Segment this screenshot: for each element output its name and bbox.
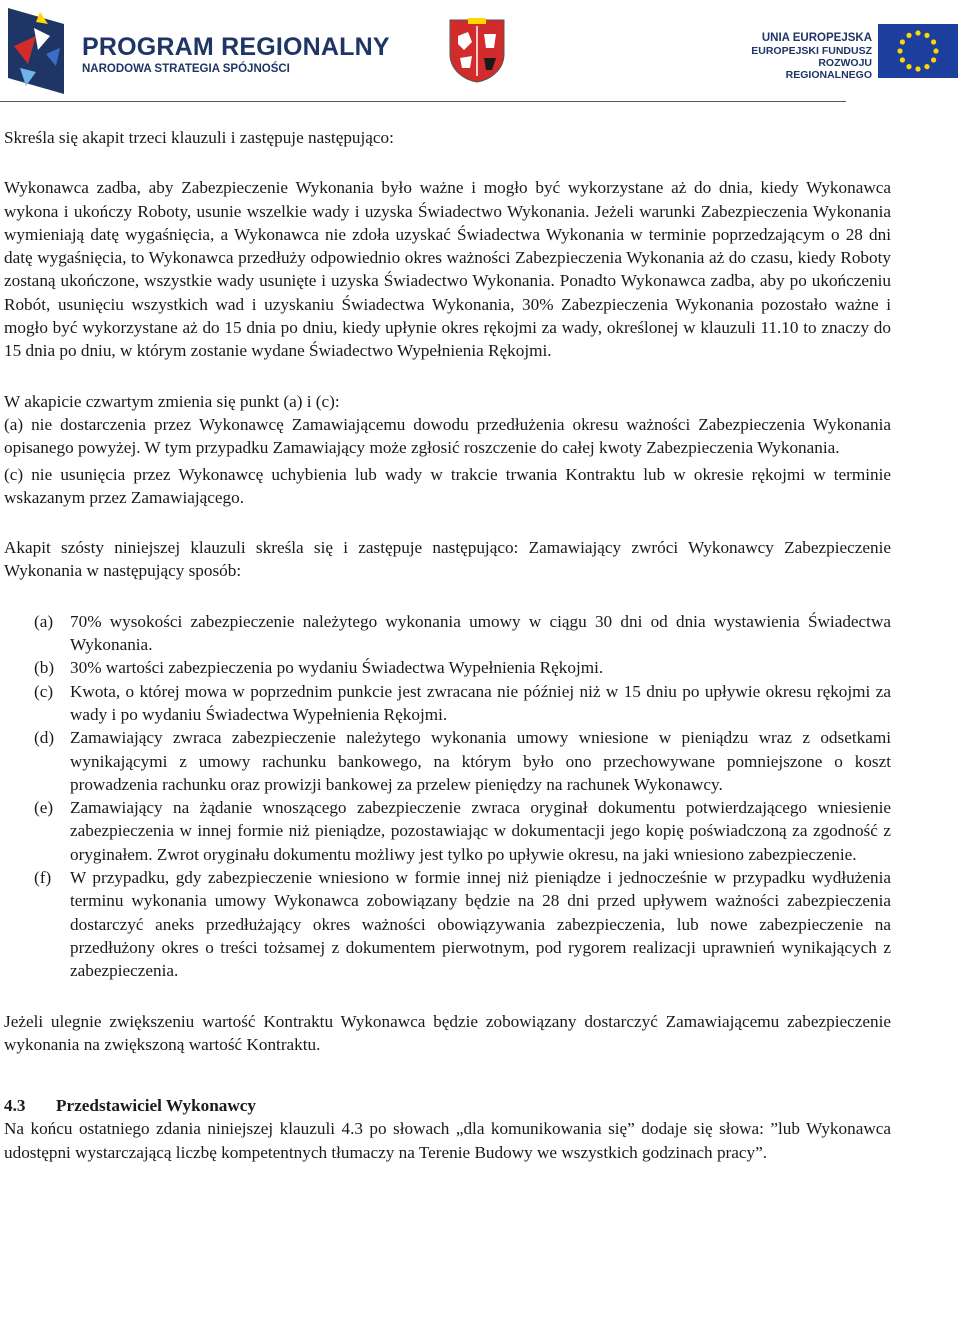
paragraph-5: Jeżeli ulegnie zwiększeniu wartość Kontraktu Wykonawca będzie zobowiązany dostarczyć Zamawiającemu zabezpieczenie wykonania na zwiększoną wartość Kontraktu. [4, 1011, 891, 1054]
list-item [4, 680, 891, 727]
list-item [4, 656, 891, 679]
list-item-text: W przypadku, gdy zabezpieczenie wniesiono w formie innej niż pieniądze i jednocześnie w przypadku wydłużenia terminu wykonania umowy Wykonawca zobowiązany będzie na 28 dni przed upływem ważności zabezpieczenia dostarczyć aneks przedłużający okres ważności obowiązywania zabezpieczenia, lub nowe zabezpieczenie na przedłużony okres o treści tożsamej z dokumentem pierwotnym, pod rygorem realizacji uprawnień wynikających z zabezpieczenia. [70, 868, 891, 981]
section-heading [4, 1094, 891, 1117]
program-subtitle: NARODOWA STRATEGIA SPÓJNOŚCI [82, 63, 290, 75]
paragraph-4: Akapit szósty niniejszej klauzuli skreśla się i zastępuje następująco: Zamawiający zwróci Wykonawcy Zabezpieczenie Wykonania w następujący sposób: [4, 538, 891, 581]
paragraph-2: Wykonawca zadba, aby Zabezpieczenie Wykonania było ważne i mogło być wykorzystane aż do dnia, kiedy Wykonawca wykona i ukończy Roboty, usunie wszelkie wady i uzyska Świadectwo Wykonania. Jeżeli warunki Zabezpieczenia Wykonania wymieniają datę wygaśnięcia, a Wykonawca nie zdoła uzyskać Świadectwa Wykonania w terminie poprzedzającym o 28 dni datę wygaśnięcia, to Wykonawca przedłuży odpowiednio okres ważności Zabezpieczenia Wykonania aż do czasu, kiedy Roboty zostaną ukończone, wszystkie wady usunięte i uzyska Świadectwo Wykonania. Ponadto Wykonawca zadba, aby po ukończeniu Robót, usunięciu wszystkich wad i uzyskaniu Świadectwa Wykonania, 30% Zabezpieczenia Wykonania pozostało ważne i mogło być wykorzystane aż do 15 dnia po dniu, kiedy upłynie okres rękojmi za wady, określonej w klauzuli 11.10 to znaczy do 15 dnia po dniu, w którym zostanie wydane Świadectwo Wypełnienia Rękojmi. [4, 178, 891, 361]
list-item-text: Zamawiający zwraca zabezpieczenie należytego wykonania umowy wniesione w pieniądzu wraz z odsetkami wynikającymi z umowy rachunku bankowego, na którym było ono przechowywane pomniejszone o koszt prowadzenia rachunku oraz prowizji bankowej za przelew pieniędzy na rachunek Wykonawcy. [70, 728, 891, 794]
list-item [4, 796, 891, 866]
header-divider [0, 101, 846, 102]
eu-line-1: UNIA EUROPEJSKA [761, 32, 872, 44]
paragraph-3: W akapicie czwartym zmienia się punkt (a) i (c): [4, 391, 340, 411]
list-item-text: 30% wartości zabezpieczenia po wydaniu Świadectwa Wypełnienia Rękojmi. [70, 658, 604, 678]
program-regionalny-logo-icon [6, 6, 66, 96]
eu-flag-icon [878, 24, 958, 78]
eu-line-2: EUROPEJSKI FUNDUSZ [751, 45, 872, 57]
list-item-label: (b) [34, 658, 55, 678]
eu-label-block [742, 31, 872, 81]
list-item-label: (e) [34, 798, 54, 818]
program-title-block [82, 34, 390, 76]
coat-of-arms-icon [448, 18, 506, 84]
paragraph-6: Na końcu ostatniego zdania niniejszej klauzuli 4.3 po słowach „dla komunikowania się” dodaje się słowa: ”lub Wykonawca udostępni wystarczającą liczbę kompetentnych tłumaczy na Terenie Budowy we wszystkich godzinach pracy”. [4, 1119, 891, 1162]
paragraph-3a: (a) nie dostarczenia przez Wykonawcę Zamawiającemu dowodu przedłużenia okresu ważności Zabezpieczenia Wykonania opisanego powyżej. W tym przypadku Zamawiający może zgłosić roszczenie do całej kwoty Zabezpieczenia Wykonania. [4, 414, 891, 458]
list-item-label: (d) [34, 728, 55, 748]
list-item-label: (c) [34, 681, 54, 701]
section-number: 4.3 [4, 1096, 26, 1116]
document-body [4, 126, 891, 1164]
list-item-text: Zamawiający na żądanie wnoszącego zabezpieczenie zwraca oryginał dokumentu potwierdzającego wniesienie zabezpieczenia w innej formie niż pieniądze, pozostawiając w dokumentacji jego kopię poświadczoną za zgodność z oryginałem. Zwrot oryginału dokumentu możliwy jest tylko po upływie okresu, na jaki wniesiono zabezpieczenie. [70, 798, 891, 864]
list-item [4, 610, 891, 657]
list-item [4, 866, 891, 982]
paragraph-1: Skreśla się akapit trzeci klauzuli i zastępuje następująco: [4, 128, 394, 147]
program-title: PROGRAM REGIONALNY [82, 33, 390, 61]
return-list [4, 610, 891, 983]
section-title: Przedstawiciel Wykonawcy [56, 1096, 257, 1116]
paragraph-3c: (c) nie usunięcia przez Wykonawcę uchybienia lub wady w trakcie trwania Kontraktu lub w okresie rękojmi w terminie wskazanym przez Zamawiającego. [4, 464, 891, 507]
list-item-text: 70% wysokości zabezpieczenie należytego wykonania umowy w ciągu 30 dni od dnia wystawienia Świadectwa Wykonania. [70, 611, 891, 655]
list-item-text: Kwota, o której mowa w poprzednim punkcie jest zwracana nie później niż w 15 dniu po upływie okresu rękojmi za wady i po wydaniu Świadectwa Wypełnienia Rękojmi. [70, 681, 891, 724]
page-header [0, 0, 960, 104]
eu-line-3: ROZWOJU REGIONALNEGO [785, 57, 872, 81]
list-item [4, 726, 891, 796]
list-item-label: (f) [34, 868, 52, 888]
list-item-label: (a) [34, 611, 54, 631]
